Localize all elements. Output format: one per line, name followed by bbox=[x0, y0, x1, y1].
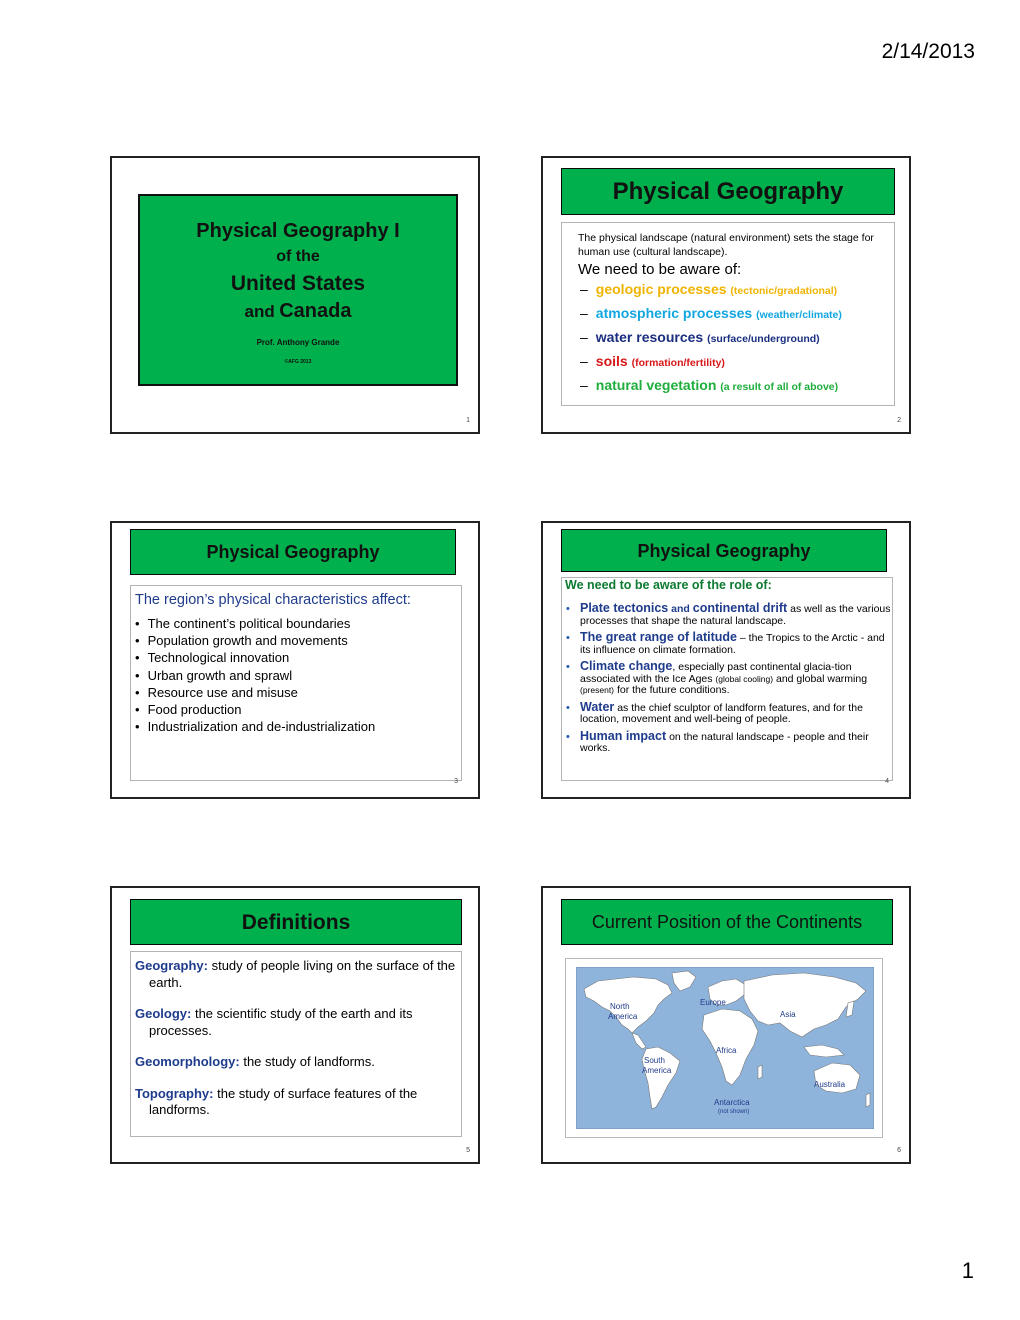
slide-2 bbox=[541, 156, 911, 434]
slide-1 bbox=[110, 156, 480, 434]
list-item: • Resource use and misuse bbox=[135, 684, 298, 700]
role-list bbox=[566, 603, 891, 760]
title-line-3: United States bbox=[230, 272, 366, 295]
slide-title: Physical Geography bbox=[561, 168, 895, 215]
label-australia: Australia bbox=[814, 1080, 846, 1089]
label-north: North bbox=[610, 1002, 630, 1011]
content-box bbox=[561, 222, 895, 406]
definition-list bbox=[135, 958, 460, 1134]
slide-title: Definitions bbox=[130, 899, 462, 945]
slide-4 bbox=[541, 521, 911, 799]
slide-number: 3 bbox=[454, 778, 458, 785]
content-box bbox=[130, 951, 462, 1137]
list-item: • Technological innovation bbox=[135, 650, 290, 666]
label-south: South bbox=[644, 1056, 665, 1065]
list-item: • Food production bbox=[135, 701, 242, 717]
list-item: – natural vegetation (a result of all of above) bbox=[580, 377, 839, 393]
intro-text: The physical landscape (natural environment) sets the stage for human use (cultural landscape). bbox=[578, 232, 874, 258]
definition: Topography: the study of surface features of the landforms. bbox=[135, 1085, 418, 1117]
slide-number: 2 bbox=[897, 417, 901, 424]
slide-number: 5 bbox=[466, 1147, 470, 1154]
list-heading: We need to be aware of the role of: bbox=[565, 578, 772, 592]
list-item: • Urban growth and sprawl bbox=[135, 667, 293, 683]
world-map-graphic bbox=[576, 967, 874, 1129]
label-africa: Africa bbox=[716, 1046, 737, 1055]
list-item: • Climate change, especially past continental glacia-tion associated with the Ice Ages (global cooling) and global warming (present) for the future conditions. bbox=[566, 659, 868, 696]
definition: Geography: study of people living on the surface of the earth. bbox=[135, 958, 456, 990]
bullet-list bbox=[135, 616, 460, 736]
title-block bbox=[138, 194, 458, 386]
world-map bbox=[565, 958, 883, 1138]
slide-title: Current Position of the Continents bbox=[561, 899, 893, 945]
author: Prof. Anthony Grande bbox=[256, 338, 340, 347]
list-heading: The region’s physical characteristics affect: bbox=[135, 592, 411, 608]
list-item: • Population growth and movements bbox=[135, 633, 348, 649]
label-antarctica: Antarctica bbox=[714, 1098, 750, 1107]
page-number: 1 bbox=[961, 1258, 974, 1283]
label-asia: Asia bbox=[780, 1010, 796, 1019]
need-text: We need to be aware of: bbox=[578, 261, 742, 278]
title-line-2: of the bbox=[276, 248, 320, 265]
copyright: ©AFG 2013 bbox=[284, 359, 312, 365]
topic-list bbox=[580, 281, 900, 401]
list-item: • Industrialization and de-industrialization bbox=[135, 719, 376, 735]
list-item: • The continent’s political boundaries bbox=[135, 616, 351, 631]
title-line-4: and Canada bbox=[244, 300, 352, 322]
content-box bbox=[130, 585, 462, 781]
label-north-america: America bbox=[608, 1012, 638, 1021]
list-item: • Human impact on the natural landscape - people and their works. bbox=[566, 728, 869, 754]
label-europe: Europe bbox=[700, 998, 726, 1007]
slide-title: Physical Geography bbox=[130, 529, 456, 575]
madagascar-shape bbox=[758, 1065, 762, 1079]
list-item: – geologic processes (tectonic/gradational) bbox=[580, 281, 838, 297]
list-item: – soils (formation/fertility) bbox=[580, 353, 725, 369]
slide-3 bbox=[110, 521, 480, 799]
slide-number: 1 bbox=[466, 417, 470, 424]
definition: Geomorphology: the study of landforms. bbox=[135, 1054, 375, 1069]
label-not-shown: (not shown) bbox=[718, 1109, 750, 1115]
slide-5 bbox=[110, 886, 480, 1164]
list-item: • Water as the chief sculptor of landform features, and for the location, movement and well-being of people. bbox=[566, 699, 863, 725]
new-zealand-shape bbox=[866, 1093, 870, 1107]
list-item: • Plate tectonics and continental drift as well as the various processes that shape the natural landscape. bbox=[566, 601, 891, 627]
list-item: – atmospheric processes (weather/climate) bbox=[580, 305, 842, 321]
slide-6 bbox=[541, 886, 911, 1164]
title-line-1: Physical Geography I bbox=[196, 220, 400, 242]
content-box bbox=[561, 577, 893, 781]
page-date: 2/14/2013 bbox=[881, 40, 975, 63]
slide-title: Physical Geography bbox=[561, 529, 887, 572]
slide-number: 4 bbox=[885, 778, 889, 785]
list-item: • The great range of latitude – the Tropics to the Arctic - and its influence on climate formation. bbox=[566, 630, 885, 656]
list-item: – water resources (surface/underground) bbox=[580, 329, 820, 345]
slide-number: 6 bbox=[897, 1147, 901, 1154]
label-south-america: America bbox=[642, 1066, 672, 1075]
definition: Geology: the scientific study of the earth and its processes. bbox=[135, 1006, 413, 1038]
